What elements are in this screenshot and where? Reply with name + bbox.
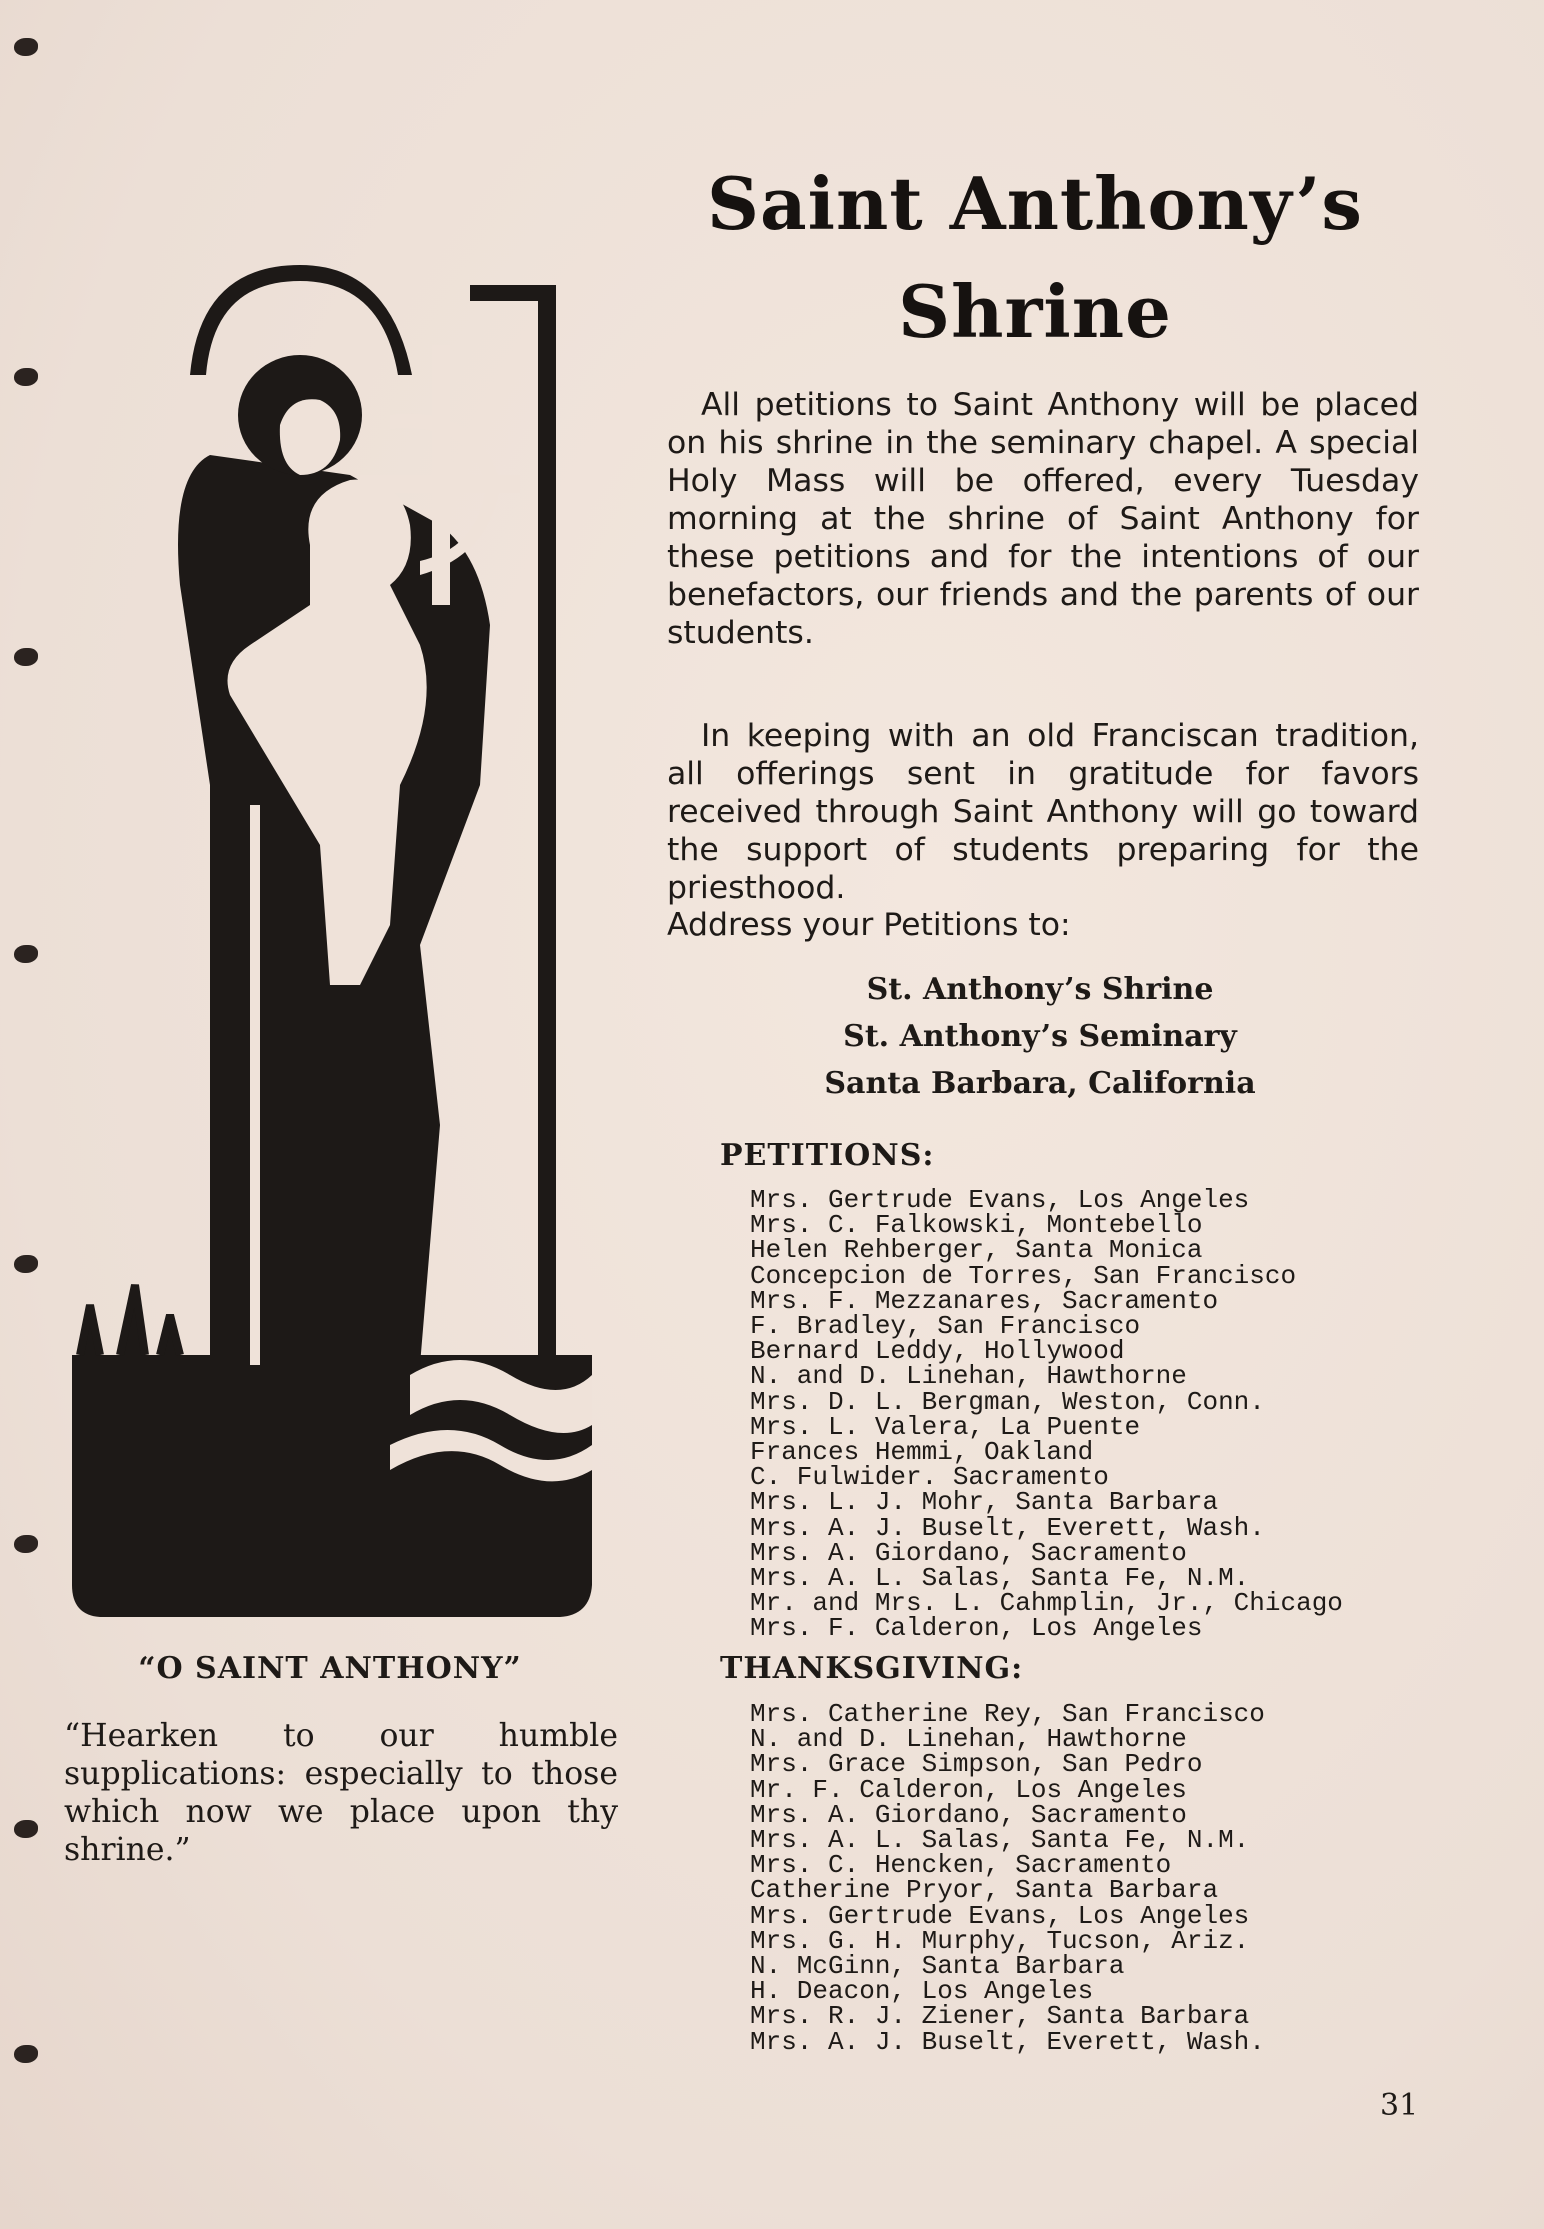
list-item: Mrs. G. H. Murphy, Tucson, Ariz. [750,1925,1250,1956]
list-item: Helen Rehberger, Santa Monica [750,1235,1203,1266]
list-item: C. Fulwider. Sacramento [750,1462,1109,1493]
punch-hole [14,945,38,963]
paragraph-petitions-info: All petitions to Saint Anthony will be placed on his shrine in the seminary chapel. A special Holy Mass will be offered, every Tuesday morning at the shrine of Saint Anthony for these petitions and for the intentions of our benefactors, our friends and the parents of our students. [667,387,1419,651]
punch-hole [14,368,38,386]
list-item: N. McGinn, Santa Barbara [750,1951,1125,1982]
list-item: Mrs. C. Hencken, Sacramento [750,1850,1172,1881]
title-line-1: Saint Anthony’s [707,161,1363,246]
list-item: Concepcion de Torres, San Francisco [750,1260,1297,1291]
title-line-2: Shrine [898,269,1172,354]
address-line-3: Santa Barbara, California [824,1066,1256,1101]
address-intro: Address your Petitions to: [667,907,1071,943]
list-item: Frances Hemmi, Oakland [750,1437,1094,1468]
list-item: Mrs. Grace Simpson, San Pedro [750,1749,1203,1780]
punch-hole [14,38,38,56]
address-line-1: St. Anthony’s Shrine [866,972,1214,1007]
paragraph-franciscan-tradition: In keeping with an old Franciscan tradition, all offerings sent in gratitude for favors received through Saint Anthony will go toward the support of students preparing for the priesthood. [667,718,1419,906]
list-item: Mrs. A. L. Salas, Santa Fe, N.M. [750,1825,1250,1856]
list-item: Mrs. Catherine Rey, San Francisco [750,1699,1265,1729]
list-item: Mrs. Gertrude Evans, Los Angeles [750,1185,1250,1215]
list-item: Mrs. F. Mezzanares, Sacramento [750,1285,1219,1316]
address-line-2: St. Anthony’s Seminary [843,1019,1237,1054]
punch-hole [14,1255,38,1273]
list-item: N. and D. Linehan, Hawthorne [750,1361,1187,1392]
caption-title: “O SAINT ANTHONY” [138,1651,522,1686]
list-item: Mrs. A. Giordano, Sacramento [750,1537,1187,1568]
list-item: Mrs. D. L. Bergman, Weston, Conn. [750,1386,1265,1417]
list-item: Mrs. L. J. Mohr, Santa Barbara [750,1487,1219,1518]
list-item: Mr. F. Calderon, Los Angeles [750,1774,1187,1805]
list-item: Mrs. A. L. Salas, Santa Fe, N.M. [750,1563,1250,1594]
list-item: Mrs. F. Calderon, Los Angeles [750,1613,1203,1644]
mailing-address [700,966,1380,1107]
punch-hole [14,648,38,666]
list-item: Mrs. L. Valera, La Puente [750,1411,1141,1442]
punch-hole [14,1535,38,1553]
thanksgiving-heading: THANKSGIVING: [720,1651,1024,1686]
list-item: Mr. and Mrs. L. Cahmplin, Jr., Chicago [750,1588,1343,1619]
punch-hole [14,2045,38,2063]
list-item: Mrs. Gertrude Evans, Los Angeles [750,1900,1250,1931]
list-item: F. Bradley, San Francisco [750,1311,1141,1342]
page-number: 31 [1380,2088,1419,2123]
page-title [650,150,1420,366]
list-item: Catherine Pryor, Santa Barbara [750,1875,1219,1906]
list-item: H. Deacon, Los Angeles [750,1976,1094,2007]
punch-hole [14,1820,38,1838]
list-item: Mrs. A. Giordano, Sacramento [750,1799,1187,1830]
list-item: Bernard Leddy, Hollywood [750,1336,1125,1367]
list-item: Mrs. R. J. Ziener, Santa Barbara [750,2001,1250,2032]
saint-anthony-illustration [60,225,610,1625]
petitions-heading: PETITIONS: [720,1138,935,1173]
list-item: Mrs. C. Falkowski, Montebello [750,1210,1203,1241]
list-item: N. and D. Linehan, Hawthorne [750,1724,1187,1755]
list-item: Mrs. A. J. Buselt, Everett, Wash. [750,1512,1265,1543]
thanksgiving-list [750,1699,1450,2057]
petitions-list [750,1185,1450,1644]
caption-prayer: “Hearken to our humble supplications: especially to those which now we place upon thy shrine.” [64,1718,618,1868]
list-item: Mrs. A. J. Buselt, Everett, Wash. [750,2026,1265,2057]
